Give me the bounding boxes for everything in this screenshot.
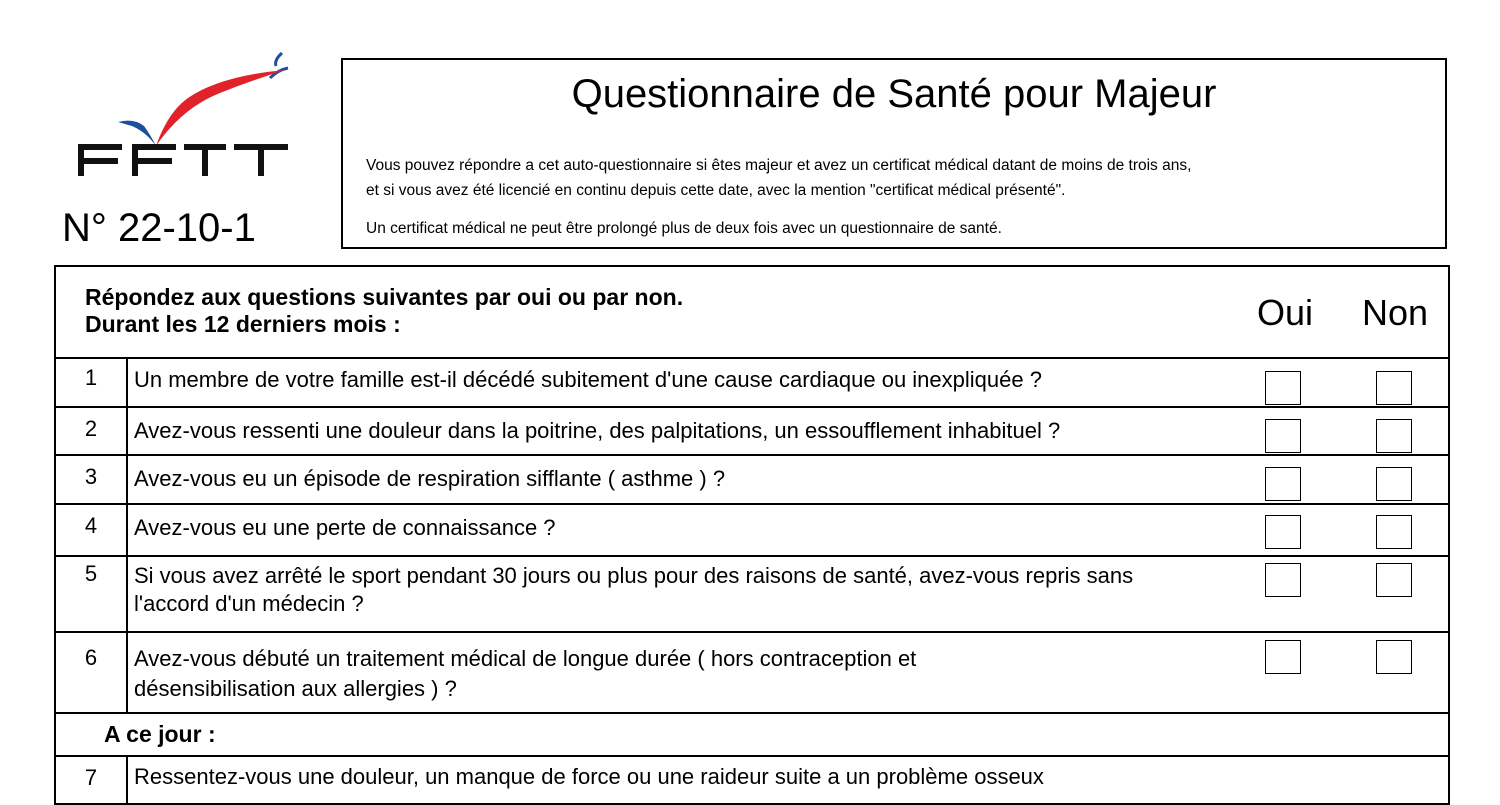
column-no-label: Non (1361, 292, 1429, 333)
question-row-5 (56, 557, 1448, 633)
document-number: N° 22-10-1 (62, 206, 256, 250)
instruction-line-2: Durant les 12 derniers mois : (85, 311, 401, 337)
question-row-2 (56, 408, 1448, 456)
intro-line-1: Vous pouvez répondre a cet auto-questionnaire si êtes majeur et avez un certificat médical datant de moins de trois ans, (366, 157, 1192, 174)
intro-text (366, 153, 1441, 241)
answer-no-checkbox[interactable] (1376, 419, 1412, 453)
question-text: Avez-vous eu un épisode de respiration sifflante ( asthme ) ? (134, 466, 726, 491)
instruction-line-1: Répondez aux questions suivantes par oui ou par non. (85, 284, 684, 310)
question-number: 2 (56, 408, 128, 454)
answer-yes-checkbox[interactable] (1265, 419, 1301, 453)
question-text: Avez-vous eu une perte de connaissance ? (134, 515, 556, 540)
question-row-4 (56, 505, 1448, 557)
answer-no-checkbox[interactable] (1376, 563, 1412, 597)
header-box (341, 58, 1447, 249)
answer-yes-checkbox[interactable] (1265, 640, 1301, 674)
question-text: Avez-vous débuté un traitement médical de longue durée ( hors contraception et désensibilisation aux allergies ) ? (134, 646, 917, 701)
answer-no-checkbox[interactable] (1376, 371, 1412, 405)
fftt-logo (70, 48, 300, 188)
answer-yes-checkbox[interactable] (1265, 467, 1301, 501)
fftt-logo-icon (70, 48, 300, 188)
question-text: Ressentez-vous une douleur, un manque de force ou une raideur suite a un problème osseux (134, 764, 1044, 789)
answer-yes-checkbox[interactable] (1265, 515, 1301, 549)
answer-yes-checkbox[interactable] (1265, 371, 1301, 405)
question-row-6 (56, 633, 1448, 714)
answer-no-checkbox[interactable] (1376, 515, 1412, 549)
column-yes-label: Oui (1256, 292, 1314, 333)
question-text: Avez-vous ressenti une douleur dans la poitrine, des palpitations, un essoufflement inhabituel ? (134, 418, 1061, 443)
section-row-today (56, 714, 1448, 757)
table-header (56, 267, 1448, 359)
question-number: 5 (56, 557, 128, 631)
question-number: 1 (56, 357, 128, 406)
intro-line-2: et si vous avez été licencié en continu depuis cette date, avec la mention "certificat médical présenté". (366, 182, 1066, 199)
question-number: 6 (56, 633, 128, 712)
intro-line-3: Un certificat médical ne peut être prolongé plus de deux fois avec un questionnaire de santé. (366, 220, 1002, 237)
question-row-1 (56, 357, 1448, 408)
question-number: 3 (56, 456, 128, 503)
question-number: 4 (56, 505, 128, 555)
answer-yes-checkbox[interactable] (1265, 563, 1301, 597)
question-row-3 (56, 456, 1448, 505)
answer-no-checkbox[interactable] (1376, 467, 1412, 501)
section-today-label: A ce jour : (104, 721, 216, 747)
question-text: Un membre de votre famille est-il décédé subitement d'une cause cardiaque ou inexpliquée ? (134, 367, 1042, 392)
instructions (85, 284, 683, 338)
questions-table (54, 265, 1450, 805)
answer-no-checkbox[interactable] (1376, 640, 1412, 674)
question-text: Si vous avez arrêté le sport pendant 30 jours ou plus pour des raisons de santé, avez-vous repris sans l'accord d'un médecin ? (134, 563, 1134, 616)
page-title: Questionnaire de Santé pour Majeur (571, 72, 1217, 116)
question-row-7 (56, 757, 1448, 805)
question-number: 7 (56, 757, 128, 805)
